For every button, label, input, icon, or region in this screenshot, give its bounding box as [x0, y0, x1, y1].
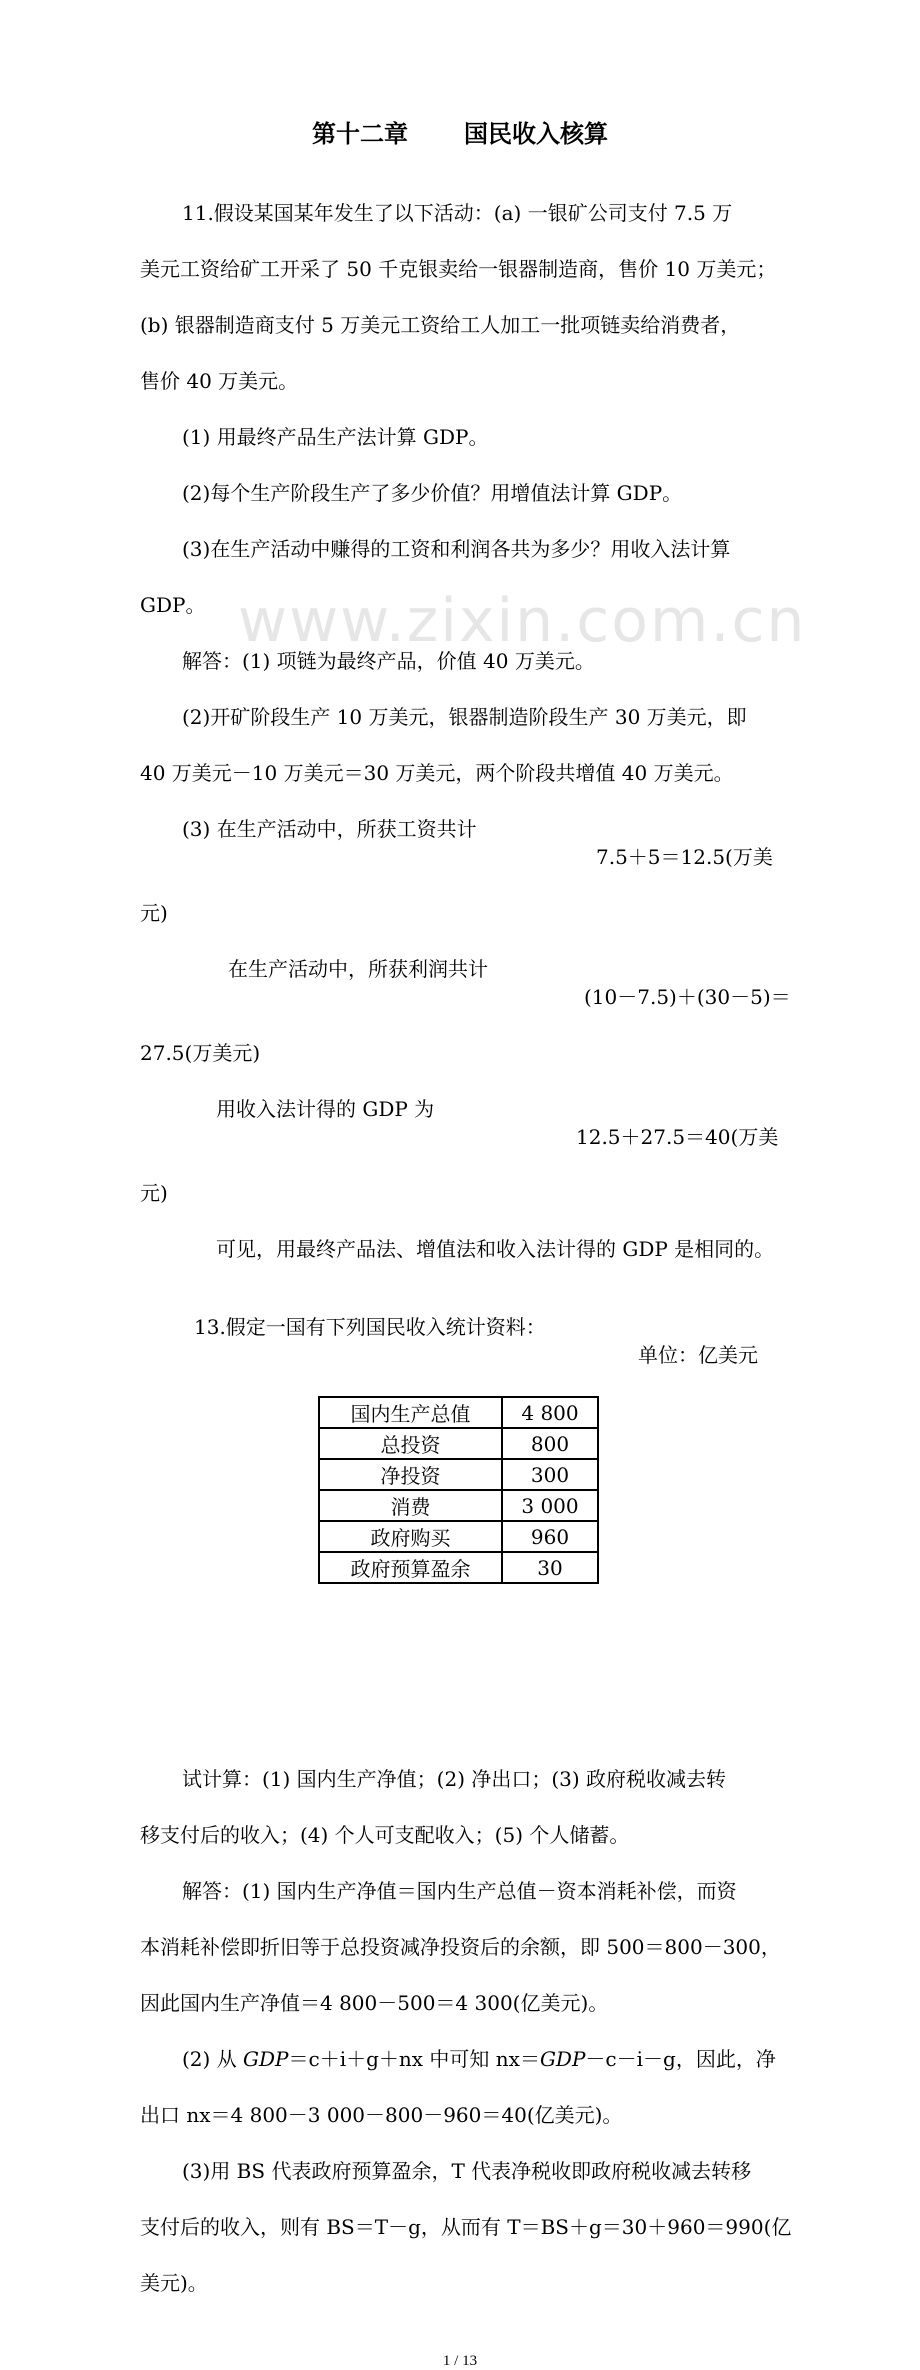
chapter-title: [0, 114, 920, 149]
q11-sub-3a: (3)在生产活动中赚得的工资和利润各共为多少？用收入法计算: [182, 537, 731, 561]
q13-answer-2a: [182, 2045, 920, 2073]
q11-line-1: 11.假设某国某年发生了以下活动：(a) 一银矿公司支付 7.5 万: [182, 201, 733, 225]
q11-answer-3c-value: 12.5＋27.5＝40(万美: [576, 1125, 779, 1149]
q11-answer-3b-label: 在生产活动中，所获利润共计: [228, 957, 488, 981]
table-cell-label: 净投资: [319, 1459, 502, 1490]
table-cell-value: 3 000: [502, 1490, 598, 1521]
q11-answer-3a-cont: 元): [140, 901, 168, 925]
q11-answer-3b-cont: 27.5(万美元): [140, 1041, 261, 1065]
page-number: 1 / 13: [442, 2353, 478, 2369]
q13-intro: 13.假定一国有下列国民收入统计资料：: [194, 1315, 546, 1339]
q11-answer-3a-label: (3) 在生产活动中，所获工资共计: [182, 817, 477, 841]
table-row: [319, 1521, 598, 1552]
q11-line-4: 售价 40 万美元。: [140, 369, 299, 393]
q11-answer-3c-label: 用收入法计得的 GDP 为: [216, 1097, 435, 1121]
watermark: www.zixin.com.cn: [238, 586, 807, 656]
table-cell-value: 960: [502, 1521, 598, 1552]
table-cell-value: 4 800: [502, 1397, 598, 1428]
table-cell-value: 30: [502, 1552, 598, 1583]
q11-sub-3b: GDP。: [140, 593, 206, 617]
table-cell-label: 国内生产总值: [319, 1397, 502, 1428]
q11-answer-3a-value: 7.5＋5＝12.5(万美: [596, 845, 773, 869]
q11-answer-2a: (2)开矿阶段生产 10 万美元，银器制造阶段生产 30 万美元，即: [182, 705, 747, 729]
table-row: [319, 1428, 598, 1459]
q13-answer-1a: 解答：(1) 国内生产净值＝国内生产总值－资本消耗补偿，而资: [182, 1879, 737, 1903]
q11-line-3: (b) 银器制造商支付 5 万美元工资给工人加工一批项链卖给消费者，: [140, 313, 741, 337]
q13-answer-2a-part2: ＝c＋i＋g＋nx 中可知 nx＝: [288, 2047, 540, 2071]
q13-answer-3b: 支付后的收入，则有 BS＝T－g，从而有 T＝BS＋g＝30＋960＝990(亿: [140, 2215, 792, 2239]
q13-answer-1b: 本消耗补偿即折旧等于总投资减净投资后的余额，即 500＝800－300，: [140, 1935, 781, 1959]
q11-line-2: 美元工资给矿工开采了 50 千克银卖给一银器制造商，售价 10 万美元；: [140, 257, 777, 281]
q13-answer-3a: (3)用 BS 代表政府预算盈余，T 代表净税收即政府税收减去转移: [182, 2159, 752, 2183]
q13-answer-2a-part1: (2) 从: [182, 2047, 244, 2071]
q11-answer-2b: 40 万美元－10 万美元＝30 万美元，两个阶段共增值 40 万美元。: [140, 761, 734, 785]
q13-answer-2a-part3: －c－i－g，因此，净: [585, 2047, 776, 2071]
chapter-number: 第十二章: [312, 120, 408, 148]
gdp-symbol: GDP: [243, 2047, 289, 2071]
q11-sub-1: (1) 用最终产品生产法计算 GDP。: [182, 425, 489, 449]
q13-ask-2: 移支付后的收入；(4) 个人可支配收入；(5) 个人储蓄。: [140, 1823, 630, 1847]
gdp-symbol: GDP: [539, 2047, 586, 2071]
table-row: [319, 1459, 598, 1490]
q11-answer-3b-value: (10－7.5)＋(30－5)＝: [584, 985, 791, 1009]
table-cell-value: 300: [502, 1459, 598, 1490]
table-cell-label: 总投资: [319, 1428, 502, 1459]
q11-conclusion: 可见，用最终产品法、增值法和收入法计得的 GDP 是相同的。: [216, 1237, 775, 1261]
table-cell-label: 消费: [319, 1490, 502, 1521]
q13-unit: 单位：亿美元: [638, 1343, 758, 1367]
q13-answer-2b: 出口 nx＝4 800－3 000－800－960＝40(亿美元)。: [140, 2103, 623, 2127]
q13-answer-3c: 美元)。: [140, 2271, 208, 2295]
table-cell-value: 800: [502, 1428, 598, 1459]
table-row: [319, 1552, 598, 1583]
q11-answer-1: 解答：(1) 项链为最终产品，价值 40 万美元。: [182, 649, 595, 673]
table-row: [319, 1490, 598, 1521]
q11-sub-2: (2)每个生产阶段生产了多少价值？用增值法计算 GDP。: [182, 481, 683, 505]
chapter-name: 国民收入核算: [464, 120, 608, 148]
q13-ask-1: 试计算：(1) 国内生产净值；(2) 净出口；(3) 政府税收减去转: [182, 1767, 727, 1791]
table-cell-label: 政府预算盈余: [319, 1552, 502, 1583]
q11-answer-3c-cont: 元): [140, 1181, 168, 1205]
table-row: [319, 1397, 598, 1428]
gdp-data-table: [318, 1396, 599, 1584]
table-cell-label: 政府购买: [319, 1521, 502, 1552]
q13-answer-1c: 因此国内生产净值＝4 800－500＝4 300(亿美元)。: [140, 1991, 609, 2015]
